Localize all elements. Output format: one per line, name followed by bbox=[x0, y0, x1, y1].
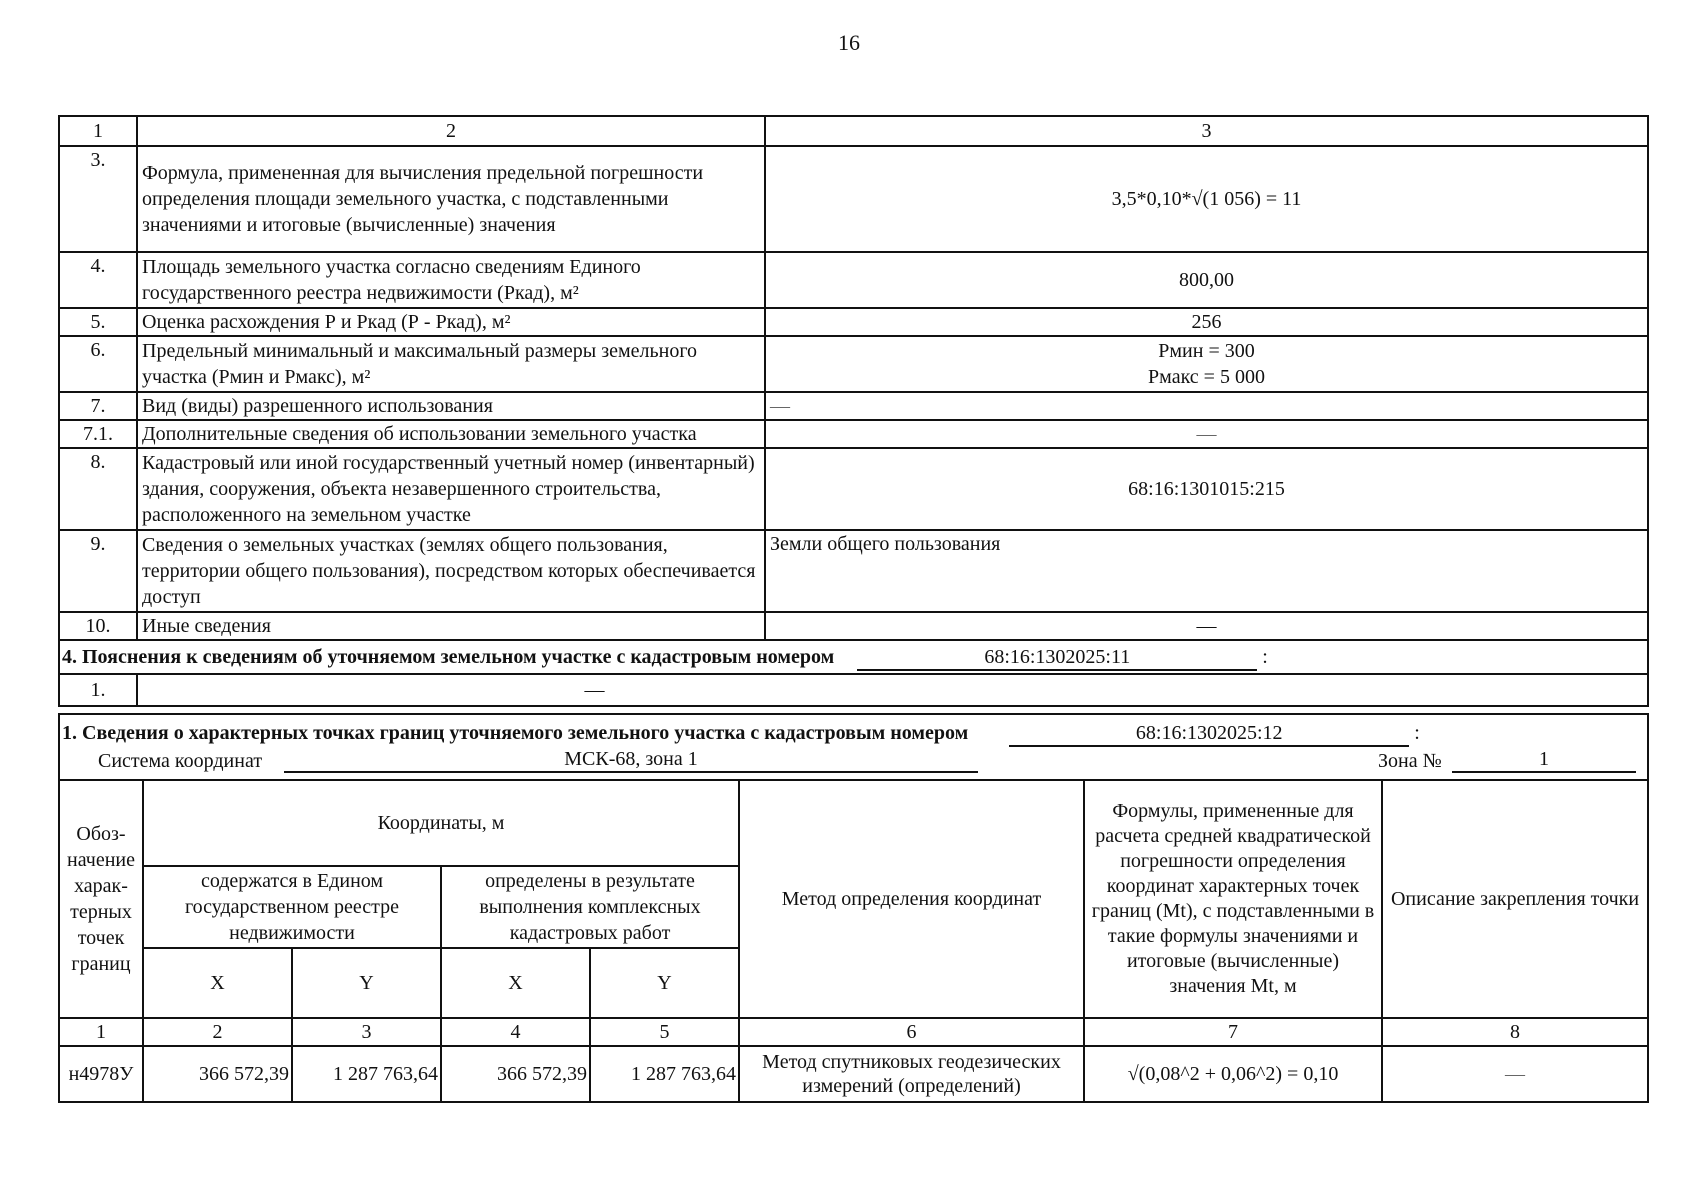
max-size-value: Рмакс = 5 000 bbox=[1148, 366, 1265, 388]
zone-label: Зона № bbox=[1378, 750, 1442, 772]
table-row bbox=[59, 392, 1648, 420]
header-cadastral-works: определены в результате выполнения комплексных кадастровых работ bbox=[441, 866, 739, 948]
col-number: 2 bbox=[143, 1018, 292, 1046]
row-value: — bbox=[765, 392, 1648, 420]
row-value: — bbox=[137, 674, 1648, 706]
row-number: 7.1. bbox=[59, 420, 137, 448]
row-value: 800,00 bbox=[765, 252, 1648, 308]
row-value: — bbox=[765, 612, 1648, 640]
x-egrn: 366 572,39 bbox=[143, 1046, 292, 1102]
table-row bbox=[59, 530, 1648, 612]
row-value: Земли общего пользования bbox=[765, 530, 1648, 612]
row-number: 3. bbox=[59, 146, 137, 252]
table-row bbox=[59, 420, 1648, 448]
point-designation: н4978У bbox=[59, 1046, 143, 1102]
col-number: 8 bbox=[1382, 1018, 1648, 1046]
row-number: 9. bbox=[59, 530, 137, 612]
header-row-1 bbox=[59, 780, 1648, 866]
col-numbers-row bbox=[59, 1018, 1648, 1046]
coord-system-label: Система координат bbox=[98, 750, 263, 772]
row-label: Площадь земельного участка согласно сведениям Единого государственного реестра недвижимости (Ркад), м² bbox=[137, 252, 765, 308]
y-works: 1 287 763,64 bbox=[590, 1046, 739, 1102]
row-label: Вид (виды) разрешенного использования bbox=[137, 392, 765, 420]
row-number: 10. bbox=[59, 612, 137, 640]
table-row bbox=[59, 1046, 1648, 1102]
min-size-value: Рмин = 300 bbox=[1158, 340, 1255, 362]
row-number: 5. bbox=[59, 308, 137, 336]
table-row bbox=[59, 336, 1648, 392]
table-row bbox=[59, 448, 1648, 530]
points-cadastral-number: 68:16:1302025:12 bbox=[1009, 721, 1409, 747]
x-works: 366 572,39 bbox=[441, 1046, 590, 1102]
header-egrn: содержатся в Едином государственном реестре недвижимости bbox=[143, 866, 441, 948]
header-point: Обоз-начение харак-терных точек границ bbox=[59, 780, 143, 1018]
description-value: — bbox=[1382, 1046, 1648, 1102]
points-section-header bbox=[59, 714, 1648, 780]
table-header-row bbox=[59, 116, 1648, 146]
page-number: 16 bbox=[838, 30, 860, 55]
table-row bbox=[59, 252, 1648, 308]
y-egrn: 1 287 763,64 bbox=[292, 1046, 441, 1102]
col-number: 4 bbox=[441, 1018, 590, 1046]
mt-formula-value: √(0,08^2 + 0,06^2) = 0,10 bbox=[1084, 1046, 1382, 1102]
col-number-2: 2 bbox=[137, 116, 765, 146]
row-value: 68:16:1301015:215 bbox=[765, 448, 1648, 530]
coord-system-value: МСК-68, зона 1 bbox=[284, 747, 978, 773]
col-number-1: 1 bbox=[59, 116, 137, 146]
section-4-colon: : bbox=[1262, 645, 1268, 668]
header-formulas: Формулы, примененные для расчета средней квадратической погрешности определения координат характерных точек границ (Mt), с подставленными в такие формулы значениями и итоговые (вычисленные) значения Mt, м bbox=[1084, 780, 1382, 1018]
row-value: 256 bbox=[765, 308, 1648, 336]
header-y-works: Y bbox=[590, 948, 739, 1018]
row-value: 3,5*0,10*√(1 056) = 11 bbox=[765, 146, 1648, 252]
row-number: 8. bbox=[59, 448, 137, 530]
method-value: Метод спутниковых геодезических измерений (определений) bbox=[739, 1046, 1084, 1102]
section-4-header bbox=[59, 640, 1648, 674]
header-x-works: X bbox=[441, 948, 590, 1018]
col-number: 6 bbox=[739, 1018, 1084, 1046]
points-colon: : bbox=[1414, 722, 1420, 744]
row-value bbox=[765, 336, 1648, 392]
row-label: Кадастровый или иной государственный учетный номер (инвентарный) здания, сооружения, объекта незавершенного строительства, расположенного на земельном участке bbox=[137, 448, 765, 530]
col-number: 7 bbox=[1084, 1018, 1382, 1046]
section-4-title: 4. Пояснения к сведениям об уточняемом земельном участке с кадастровым номером bbox=[62, 645, 835, 668]
header-method: Метод определения координат bbox=[739, 780, 1084, 1018]
row-number: 4. bbox=[59, 252, 137, 308]
row-label: Формула, примененная для вычисления предельной погрешности определения площади земельного участка, с подставленными значениями и итоговые (вычисленные) значения bbox=[137, 146, 765, 252]
row-label: Оценка расхождения Р и Ркад (Р - Ркад), м² bbox=[137, 308, 765, 336]
header-y-egrn: Y bbox=[292, 948, 441, 1018]
header-coordinates: Координаты, м bbox=[143, 780, 739, 866]
row-label: Иные сведения bbox=[137, 612, 765, 640]
section-4-cadastral-number: 68:16:1302025:11 bbox=[857, 645, 1257, 671]
section-4-row bbox=[59, 674, 1648, 706]
col-number: 3 bbox=[292, 1018, 441, 1046]
col-number-3: 3 bbox=[765, 116, 1648, 146]
row-label: Предельный минимальный и максимальный размеры земельного участка (Рмин и Рмакс), м² bbox=[137, 336, 765, 392]
row-value: — bbox=[765, 420, 1648, 448]
row-number: 1. bbox=[59, 674, 137, 706]
col-number: 1 bbox=[59, 1018, 143, 1046]
boundary-points-table bbox=[58, 713, 1649, 1103]
table-row bbox=[59, 308, 1648, 336]
header-description: Описание закрепления точки bbox=[1382, 780, 1648, 1018]
points-section-title: 1. Сведения о характерных точках границ уточняемого земельного участка с кадастровым номером bbox=[62, 722, 969, 744]
land-plot-info-table bbox=[58, 115, 1649, 707]
zone-value: 1 bbox=[1452, 747, 1636, 773]
table-row bbox=[59, 612, 1648, 640]
header-x-egrn: X bbox=[143, 948, 292, 1018]
row-number: 6. bbox=[59, 336, 137, 392]
row-number: 7. bbox=[59, 392, 137, 420]
row-label: Сведения о земельных участках (землях общего пользования, территории общего пользования), посредством которых обеспечивается доступ bbox=[137, 530, 765, 612]
table-row bbox=[59, 146, 1648, 252]
col-number: 5 bbox=[590, 1018, 739, 1046]
row-label: Дополнительные сведения об использовании земельного участка bbox=[137, 420, 765, 448]
